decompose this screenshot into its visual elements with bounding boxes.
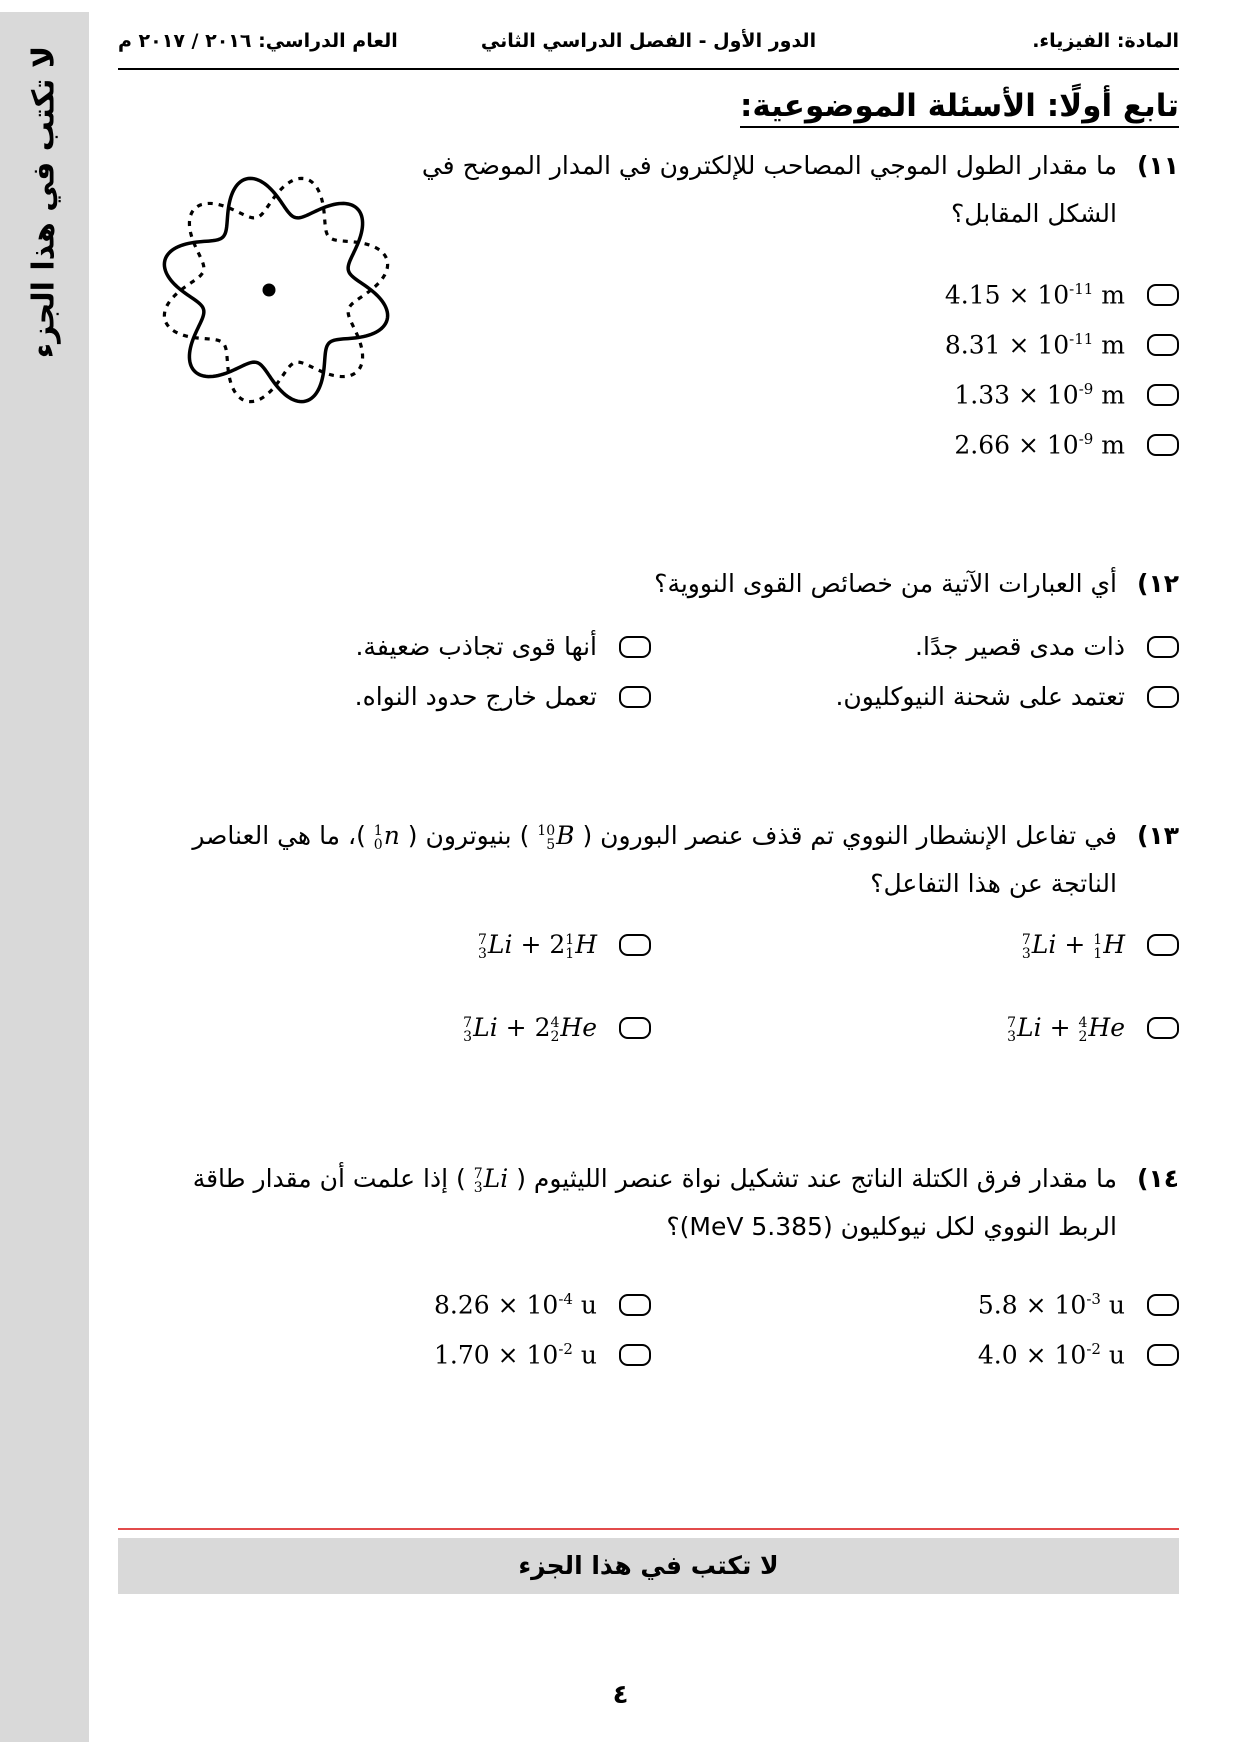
option-checkbox[interactable] xyxy=(619,1017,651,1039)
question-text xyxy=(422,142,1117,238)
lithium-isotope: 7 3 Li xyxy=(473,1164,509,1196)
nucleus-dot xyxy=(263,284,276,297)
header-year: العام الدراسي: ٢٠١٦ / ٢٠١٧ م xyxy=(118,30,398,52)
question-line: الربط النووي لكل نيوكليون (5.385 MeV)؟ xyxy=(666,1212,1117,1241)
option-text: تعمل خارج حدود النواه. xyxy=(354,682,597,711)
question-number: ١١) xyxy=(1137,151,1179,180)
question-line: الناتجة عن هذا التفاعل؟ xyxy=(870,869,1117,898)
question-line: ما مقدار الطول الموجي المصاحب للإلكترون في المدار الموضح في xyxy=(421,151,1117,180)
option-value: $4.0 \times 10^{-2}$ u xyxy=(977,1340,1125,1370)
option-checkbox[interactable] xyxy=(1147,434,1179,456)
answer-option[interactable] xyxy=(434,1290,651,1319)
side-notice: لا تكتب في هذا الجزء xyxy=(26,45,62,359)
question-text xyxy=(192,812,1117,908)
option-value: $2.66 \times 10^{-9}$ m xyxy=(954,430,1125,460)
answer-option[interactable] xyxy=(945,330,1179,359)
footer-divider xyxy=(118,1528,1179,1530)
question-14 xyxy=(179,1155,1179,1265)
header-term: الدور الأول - الفصل الدراسي الثاني xyxy=(480,30,817,52)
option-value: $8.26 \times 10^{-4}$ u xyxy=(433,1290,597,1320)
answer-option[interactable] xyxy=(945,280,1179,309)
option-checkbox[interactable] xyxy=(1147,1294,1179,1316)
answer-option[interactable] xyxy=(954,380,1179,409)
option-checkbox[interactable] xyxy=(1147,934,1179,956)
option-checkbox[interactable] xyxy=(1147,686,1179,708)
option-text: تعتمد على شحنة النيوكليون. xyxy=(835,682,1125,711)
option-checkbox[interactable] xyxy=(1147,636,1179,658)
footer-notice: لا تكتب في هذا الجزء xyxy=(118,1538,1179,1594)
option-value: 7 3 Li + 2 1 1 H xyxy=(477,930,597,962)
question-11 xyxy=(419,142,1179,252)
option-value: $8.31 \times 10^{-11}$ m xyxy=(944,330,1125,360)
option-checkbox[interactable] xyxy=(1147,1017,1179,1039)
neutron-symbol: 1 0 n xyxy=(373,821,400,853)
header-subject: المادة: الفيزياء. xyxy=(1032,30,1179,52)
option-checkbox[interactable] xyxy=(1147,284,1179,306)
option-value: 7 3 Li + 1 1 H xyxy=(1021,930,1125,962)
option-checkbox[interactable] xyxy=(619,1344,651,1366)
orbit-wave-solid xyxy=(164,178,387,401)
answer-option[interactable] xyxy=(478,930,651,961)
question-text: أي العبارات الآتية من خصائص القوى النووية؟ xyxy=(654,569,1117,598)
answer-option[interactable] xyxy=(978,1290,1179,1319)
question-number: ١٢) xyxy=(1137,569,1179,598)
answer-option[interactable] xyxy=(978,1340,1179,1369)
option-checkbox[interactable] xyxy=(1147,384,1179,406)
option-checkbox[interactable] xyxy=(1147,334,1179,356)
answer-option[interactable] xyxy=(835,682,1179,711)
answer-option[interactable] xyxy=(954,430,1179,459)
option-value: 7 3 Li + 4 2 He xyxy=(1007,1013,1125,1045)
boron-isotope: 10 5 B xyxy=(537,821,575,853)
answer-option[interactable] xyxy=(434,1340,651,1369)
option-checkbox[interactable] xyxy=(619,1294,651,1316)
question-12 xyxy=(179,560,1179,610)
side-strip xyxy=(0,12,89,1742)
page-number: ٤ xyxy=(612,1680,629,1710)
option-value: $5.8 \times 10^{-3}$ u xyxy=(977,1290,1125,1320)
answer-option[interactable] xyxy=(355,632,651,661)
answer-option[interactable] xyxy=(1022,930,1179,961)
option-checkbox[interactable] xyxy=(619,934,651,956)
question-line: ما مقدار فرق الكتلة الناتج عند تشكيل نواة عنصر الليثيوم ( 7 3 Li ) إذا علمت أن مقدار طاقة xyxy=(192,1164,1117,1196)
question-number: ١٤) xyxy=(1137,1164,1179,1193)
answer-option[interactable] xyxy=(463,1013,651,1044)
question-text xyxy=(193,1155,1117,1251)
option-text: ذات مدى قصير جدًا. xyxy=(915,632,1125,661)
orbit-wave-dashed xyxy=(164,178,387,401)
question-line: الشكل المقابل؟ xyxy=(951,199,1117,228)
question-line: في تفاعل الإنشطار النووي تم قذف عنصر البورون ( 10 5 B ) بنيوترون ( 1 0 n )، ما هي العناصر xyxy=(192,821,1117,853)
option-checkbox[interactable] xyxy=(1147,1344,1179,1366)
option-value: $1.70 \times 10^{-2}$ u xyxy=(433,1340,597,1370)
answer-option[interactable] xyxy=(1007,1013,1179,1044)
option-value: $1.33 \times 10^{-9}$ m xyxy=(954,380,1125,410)
option-checkbox[interactable] xyxy=(619,686,651,708)
question-number: ١٣) xyxy=(1137,821,1179,850)
section-title: تابع أولًا: الأسئلة الموضوعية: xyxy=(740,88,1179,128)
electron-orbit-figure xyxy=(146,160,406,420)
page-header xyxy=(118,24,1179,70)
option-text: أنها قوى تجاذب ضعيفة. xyxy=(355,632,597,661)
answer-option[interactable] xyxy=(915,632,1179,661)
option-value: $4.15 \times 10^{-11}$ m xyxy=(944,280,1125,310)
option-checkbox[interactable] xyxy=(619,636,651,658)
question-13 xyxy=(179,812,1179,922)
answer-option[interactable] xyxy=(355,682,651,711)
option-value: 7 3 Li + 2 4 2 He xyxy=(463,1013,597,1045)
